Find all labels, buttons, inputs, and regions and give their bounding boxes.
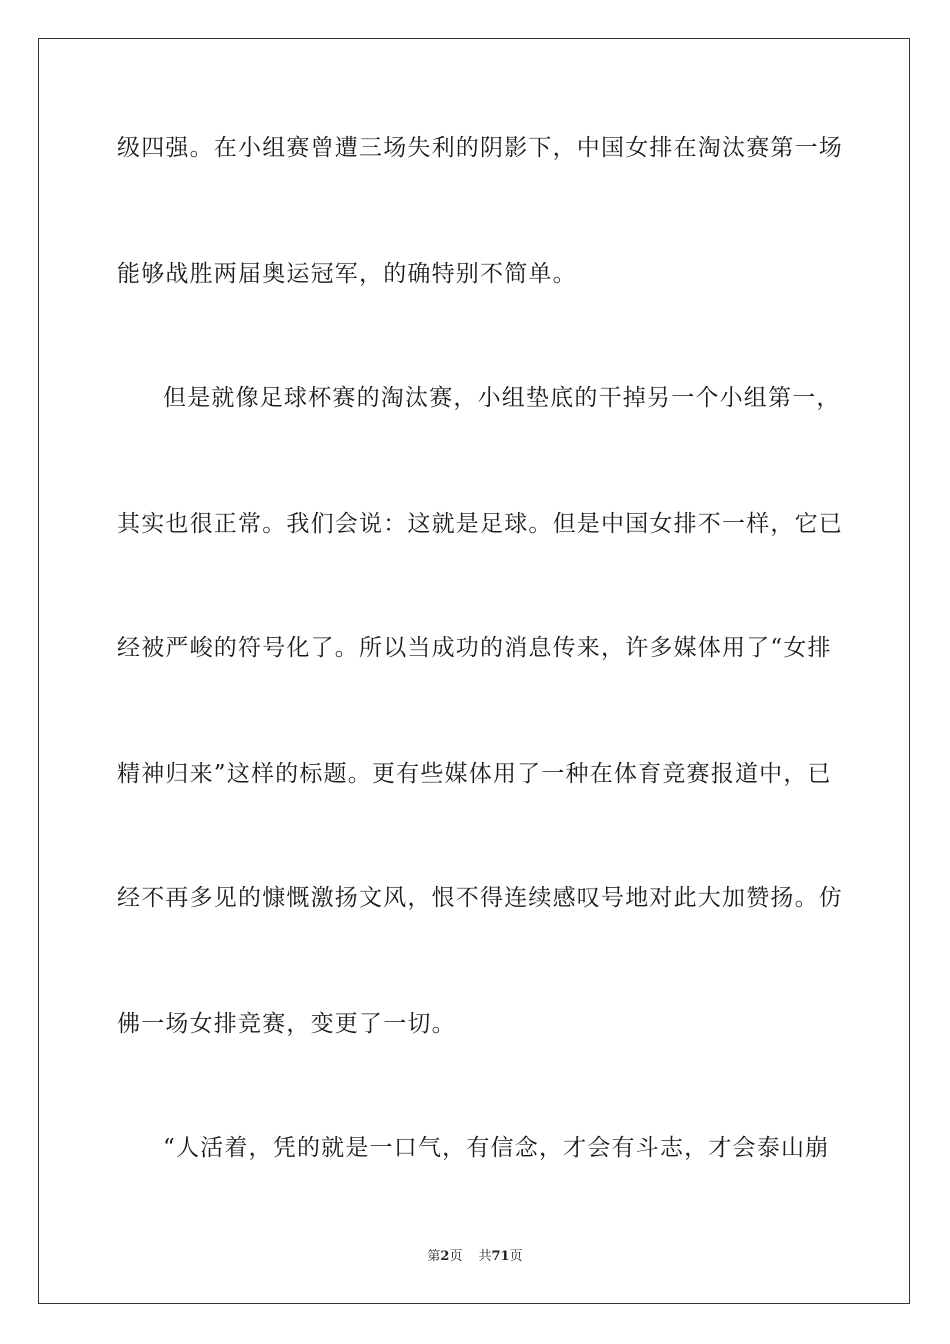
page-prefix: 第 — [427, 1249, 441, 1264]
body-line-8: 佛一场女排竞赛，变更了一切。 — [117, 1011, 456, 1037]
body-line-2: 能够战胜两届奥运冠军，的确特别不简单。 — [117, 261, 577, 287]
body-line-1: 级四强。在小组赛曾遭三场失利的阴影下，中国女排在淘汰赛第一场 — [117, 135, 843, 161]
body-line-6: 精神归来”这样的标题。更有些媒体用了一种在体育竞赛报道中，已 — [117, 761, 832, 787]
total-pages: 71 — [491, 1249, 510, 1264]
total-suffix: 页 — [509, 1249, 523, 1264]
page-suffix: 页 — [449, 1249, 463, 1264]
body-line-3: 但是就像足球杯赛的淘汰赛，小组垫底的干掉另一个小组第一， — [163, 385, 841, 411]
body-line-4: 其实也很正常。我们会说：这就是足球。但是中国女排不一样，它已 — [117, 511, 843, 537]
body-line-5: 经被严峻的符号化了。所以当成功的消息传来，许多媒体用了“女排 — [117, 635, 832, 661]
page-border — [38, 38, 910, 1304]
body-line-7: 经不再多见的慷慨激扬文风，恨不得连续感叹号地对此大加赞扬。仿 — [117, 885, 843, 911]
page-footer — [0, 1249, 950, 1265]
page-number: 2 — [440, 1249, 450, 1264]
total-prefix: 共 — [478, 1249, 492, 1264]
body-line-9: “人活着，凭的就是一口气，有信念，才会有斗志，才会泰山崩 — [163, 1135, 830, 1161]
